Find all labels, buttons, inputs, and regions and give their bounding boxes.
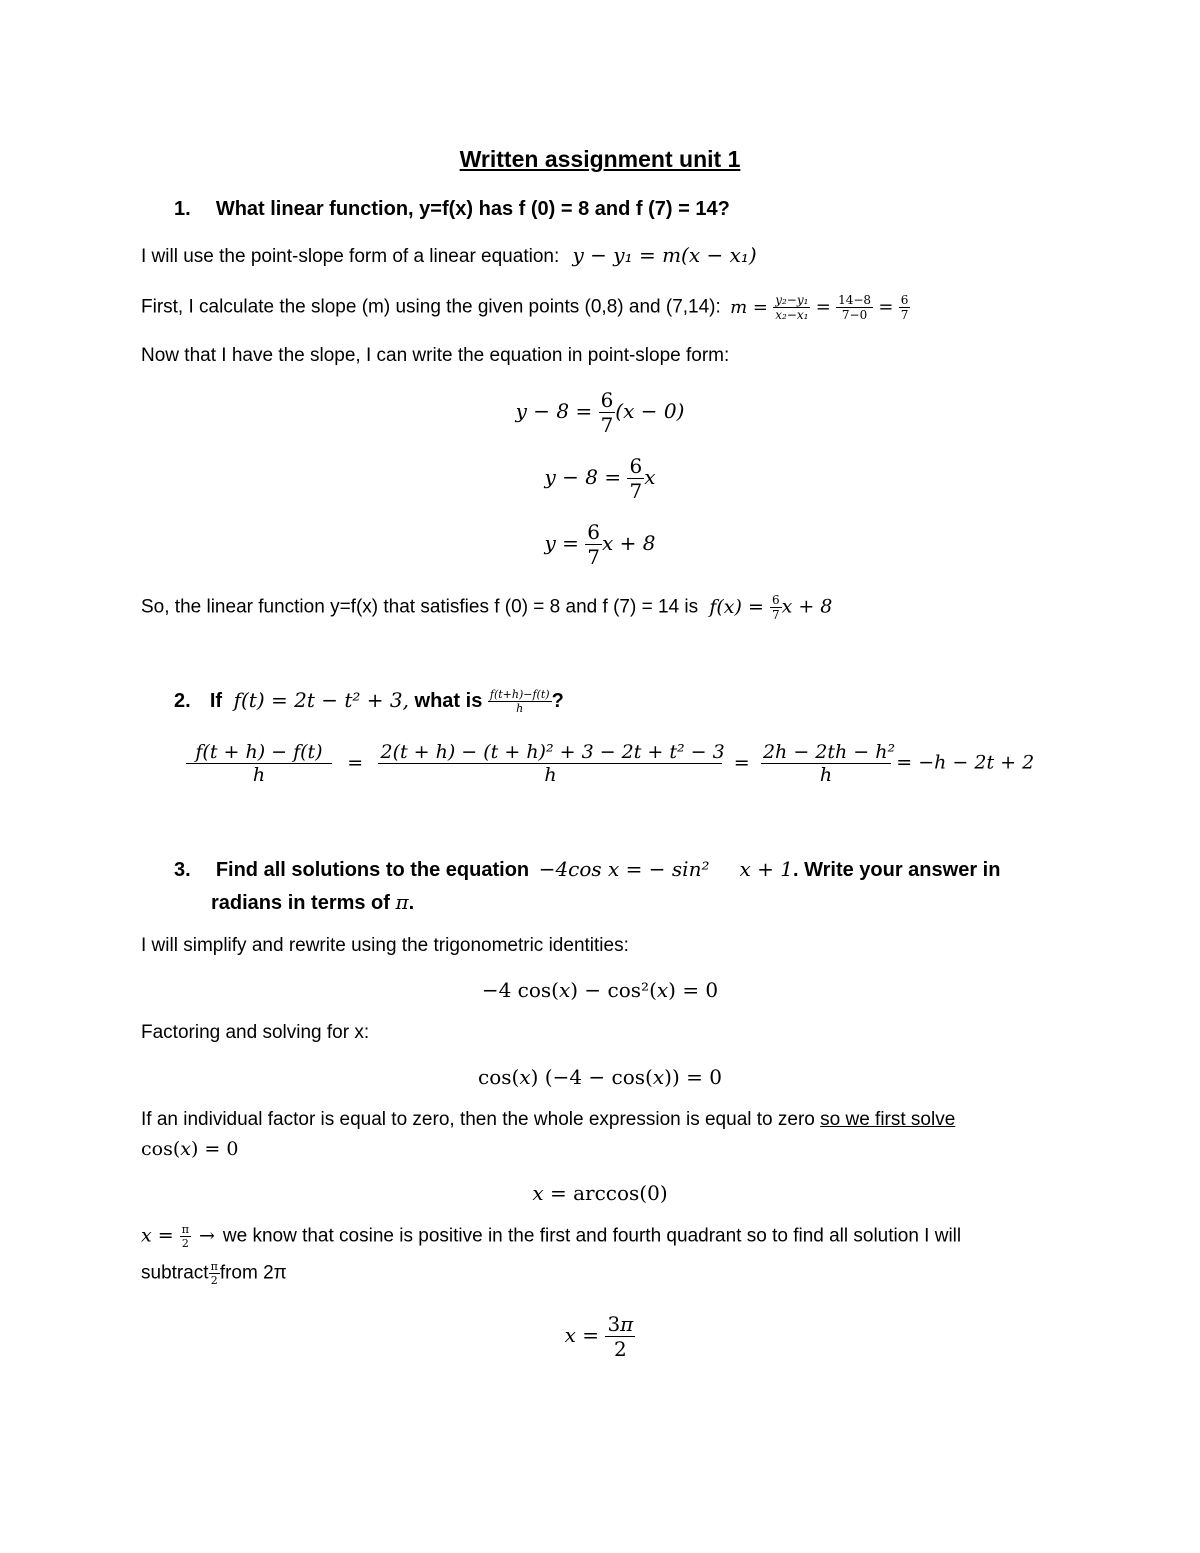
q3-heading: 3. Find all solutions to the equation −4cos x = − sin² x + 1. Write your answer in <box>174 857 1001 881</box>
q2-if: If <box>209 690 223 712</box>
q1-line1-text: I will use the point-slope form of a linear equation: <box>141 246 560 267</box>
slope-m: m = <box>730 296 768 318</box>
slope-numeric-fraction: $\frac{14-8}{7-0}$ <box>838 293 872 322</box>
q3-line5-b: from 2π <box>219 1262 287 1284</box>
q1-heading <box>174 198 730 221</box>
point-slope-formula: y − y₁ = m(x − x₁) <box>572 243 757 267</box>
q1-line2-text: First, I calculate the slope (m) using the given points (0,8) and (7,14): <box>141 296 721 318</box>
q1-heading-text: What linear function, y=f(x) has f (0) = 8 and f (7) = 14? <box>215 198 730 220</box>
q2-solution-equation: $\frac{f(t + h) - f(t)}{h}$ = $\frac{\text{2(t + h) − (t + h)² + 3 − 2t + t² − 3}}{h}$ = $\frac{\text{2h − 2th − h²}}{h}$ = −h − 2t + 2 <box>186 741 1034 786</box>
slope-general-fraction: $\frac{\text{y₂−y₁}}{\text{x₂−x₁}}$ <box>775 293 809 322</box>
q3-line5: subtract $\frac{\pi}{2}$ from 2π <box>141 1260 287 1287</box>
arccos-equation: x = arccos(0) <box>532 1181 668 1205</box>
equation-step-3: y = $\frac{6}{7}$ x + 8 <box>544 520 656 569</box>
cos-equals-zero: cos(x) = 0 <box>141 1138 239 1160</box>
q3-line3-a: If an individual factor is equal to zero, then the whole expression is equal to zero <box>141 1109 815 1130</box>
slope-result-fraction: $\frac{6}{7}$ <box>900 293 909 322</box>
equals-sign: = <box>815 296 831 318</box>
equals-sign: = <box>878 296 894 318</box>
q1-conclusion: So, the linear function y=f(x) that satisfies f (0) = 8 and f (7) = 14 is f(x) = $\frac{6}{7}$ x + 8 <box>141 593 833 622</box>
q2-what-is: what is <box>414 690 483 712</box>
q3-number: 3. <box>174 859 191 881</box>
q3-line5-a: subtract <box>141 1262 209 1284</box>
q3-line1: I will simplify and rewrite using the trigonometric identities: <box>141 935 629 956</box>
trig-equation-2: cos(x) (−4 − cos(x)) = 0 <box>478 1065 722 1089</box>
q1-number: 1. <box>174 198 191 220</box>
q3-line3-b: so we first solve <box>820 1109 956 1130</box>
q3-line4: x = $\frac{\pi}{2}$ → we know that cosine is positive in the first and fourth quadrant so to find all solution I will <box>141 1223 962 1250</box>
q3-line2: Factoring and solving for x: <box>141 1022 370 1043</box>
q1-line2 <box>141 293 910 322</box>
q3-line4-text: we know that cosine is positive in the first and fourth quadrant so to find all solution I will <box>222 1225 962 1247</box>
q2-heading: 2. If f(t) = 2t − t² + 3, what is $\frac{f(t+h)-f(t)}{h}$ ? <box>174 688 564 716</box>
q1-line1 <box>141 243 757 268</box>
final-answer: x = $\frac{3\pi}{2}$ <box>564 1312 634 1361</box>
page-title: Written assignment unit 1 <box>459 146 741 172</box>
q3-heading-c: radians in terms of <box>211 892 390 914</box>
equation-step-2: y − 8 = $\frac{6}{7}$ x <box>544 454 656 503</box>
q3-heading-b: . Write your answer in <box>792 859 1001 881</box>
q1-conclusion-text: So, the linear function y=f(x) that satisfies f (0) = 8 and f (7) = 14 is <box>141 596 699 618</box>
trig-equation-1: −4 cos(x) − cos²(x) = 0 <box>481 978 719 1002</box>
equation-step-1: y − 8 = $\frac{6}{7}$ (x − 0) <box>515 388 685 437</box>
q3-line3 <box>141 1109 955 1131</box>
q3-heading-line2: radians in terms of π. <box>211 890 415 914</box>
q2-number: 2. <box>174 690 191 712</box>
q1-line3: Now that I have the slope, I can write the equation in point-slope form: <box>141 345 730 366</box>
q3-heading-a: Find all solutions to the equation <box>215 859 530 881</box>
